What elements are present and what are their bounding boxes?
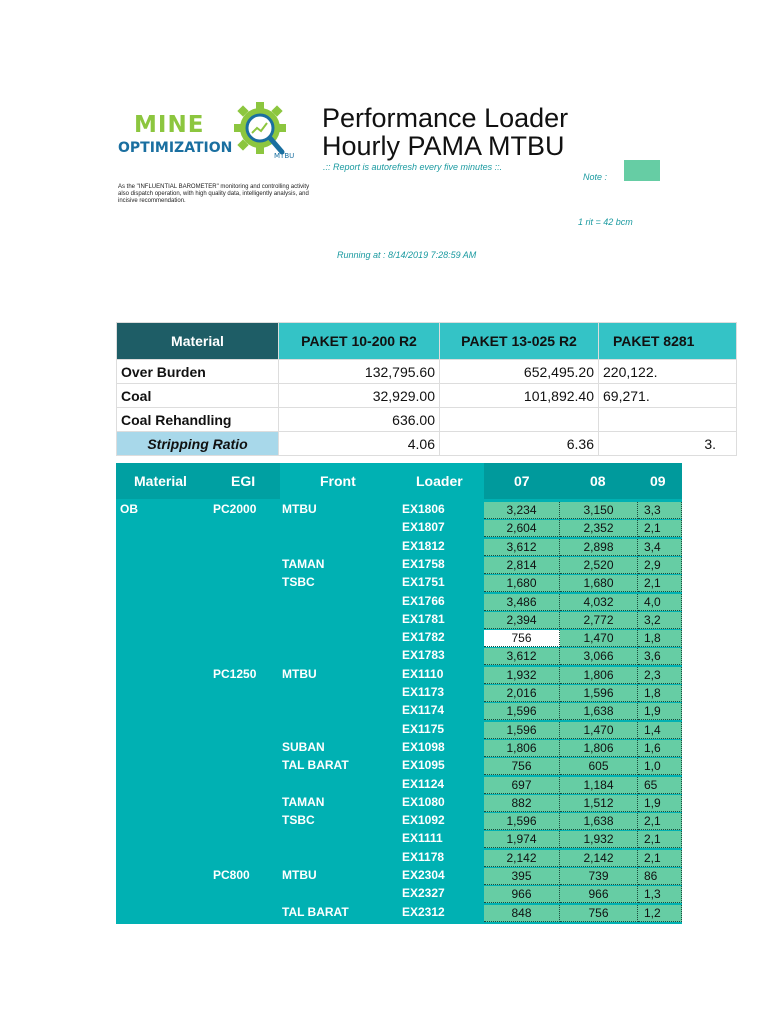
summary-cell: 132,795.60: [279, 360, 440, 384]
table-row: [116, 519, 682, 537]
table-row: [116, 666, 682, 684]
summary-header-row: [117, 323, 737, 360]
row-egi: PC2000: [213, 502, 257, 516]
hour-cell-08: 1,470: [560, 630, 638, 647]
hour-cell-09: 1,6: [638, 740, 682, 757]
running-at: Running at : 8/14/2019 7:28:59 AM: [337, 250, 477, 260]
row-loader: EX1751: [402, 575, 445, 590]
row-loader: EX1174: [402, 703, 445, 718]
table-row: [116, 867, 682, 885]
note-color-swatch: [624, 160, 660, 181]
row-egi: PC800: [213, 868, 250, 882]
summary-header-material: Material: [117, 323, 279, 360]
detail-header-bg-left: [116, 463, 280, 499]
row-material: OB: [120, 502, 138, 516]
hour-cell-09: 1,8: [638, 685, 682, 702]
hour-cell-09: 1,9: [638, 795, 682, 812]
summary-cell: [440, 408, 599, 432]
table-row: [116, 684, 682, 702]
row-front: TAL BARAT: [282, 904, 349, 919]
hour-cell-08: 1,806: [560, 667, 638, 684]
row-front: TSBC: [282, 575, 315, 590]
row-loader: EX1758: [402, 556, 445, 571]
summary-cell: 101,892.40: [440, 384, 599, 408]
hour-cell-08: 4,032: [560, 594, 638, 611]
hour-cell-07: 2,394: [484, 612, 560, 629]
summary-header-paket-2: PAKET 13-025 R2: [440, 323, 599, 360]
hour-cell-09: 86: [638, 868, 682, 885]
table-row: [116, 739, 682, 757]
summary-cell: [599, 408, 737, 432]
hour-cell-07: 1,596: [484, 722, 560, 739]
hour-cell-08: 1,596: [560, 685, 638, 702]
summary-cell: 4.06: [279, 432, 440, 456]
note-label: Note :: [583, 172, 608, 182]
table-row: [116, 556, 682, 574]
table-row: [116, 702, 682, 720]
hour-cell-08: 1,932: [560, 831, 638, 848]
tagline: As the "INFLUENTIAL BAROMETER" monitoring and controlling activity also dispatch operation, with high quality data, intelligently analysis, and incisive recommendation.: [118, 184, 310, 204]
row-front: SUBAN: [282, 739, 325, 754]
row-front: TAMAN: [282, 794, 325, 809]
row-front: MTBU: [282, 666, 317, 681]
row-front: MTBU: [282, 502, 317, 516]
hour-cell-07: 2,604: [484, 520, 560, 537]
refresh-note: .:: Report is autorefresh every five minutes ::.: [323, 162, 503, 172]
hour-cell-08: 2,352: [560, 520, 638, 537]
row-front: MTBU: [282, 868, 317, 882]
row-loader: EX1782: [402, 630, 445, 645]
hour-cell-07: 966: [484, 886, 560, 903]
hour-cell-09: 2,3: [638, 667, 682, 684]
hour-cell-09: 1,9: [638, 703, 682, 720]
table-row: [116, 593, 682, 611]
summary-row-label: Coal: [117, 384, 279, 408]
row-loader: EX1812: [402, 538, 445, 553]
detail-header-hour-08: 08: [590, 473, 606, 489]
detail-header-bg-mid: [280, 463, 484, 499]
summary-row: [117, 360, 737, 384]
row-egi: PC1250: [213, 666, 257, 681]
hour-cell-08: 739: [560, 868, 638, 885]
table-row: [116, 501, 682, 519]
hour-cell-09: 1,3: [638, 886, 682, 903]
hour-cell-09: 3,2: [638, 612, 682, 629]
hour-cell-09: 2,1: [638, 520, 682, 537]
hour-cell-07: 2,142: [484, 850, 560, 867]
hour-cell-09: 1,0: [638, 758, 682, 775]
summary-cell: 636.00: [279, 408, 440, 432]
table-row: [116, 721, 682, 739]
hour-cell-08: 2,772: [560, 612, 638, 629]
hour-cell-08: 1,638: [560, 813, 638, 830]
summary-header-paket-3-text: PAKET 8281: [613, 332, 695, 349]
hour-cell-09: 2,1: [638, 813, 682, 830]
row-loader: EX1098: [402, 739, 445, 754]
row-front: TSBC: [282, 813, 315, 828]
table-row: [116, 757, 682, 775]
row-loader: EX1766: [402, 593, 445, 608]
hour-cell-08: 1,638: [560, 703, 638, 720]
table-row: [116, 830, 682, 848]
hour-cell-09: 2,9: [638, 557, 682, 574]
hour-cell-09: 1,2: [638, 905, 682, 922]
hour-cell-07: 1,596: [484, 813, 560, 830]
summary-row-label-stripping-ratio: Stripping Ratio: [117, 432, 279, 456]
table-row: [116, 647, 682, 665]
summary-cell: 32,929.00: [279, 384, 440, 408]
hour-cell-07: 1,596: [484, 703, 560, 720]
hour-cell-08: 966: [560, 886, 638, 903]
detail-header-material: Material: [134, 473, 187, 489]
row-loader: EX1806: [402, 502, 445, 516]
table-row: [116, 794, 682, 812]
hour-cell-08: 3,150: [560, 502, 638, 519]
hour-cell-07: 848: [484, 905, 560, 922]
hour-cell-08: 2,898: [560, 539, 638, 556]
detail-header-front: Front: [320, 473, 356, 489]
hour-cell-08: 3,066: [560, 648, 638, 665]
hour-cell-08: 1,512: [560, 795, 638, 812]
logo-gear-text: MTBU: [274, 152, 295, 160]
hour-cell-08: 1,470: [560, 722, 638, 739]
summary-cell: 652,495.20: [440, 360, 599, 384]
hour-cell-07: 1,932: [484, 667, 560, 684]
summary-header-paket-3: [599, 323, 737, 360]
hour-cell-07: 756: [484, 630, 560, 647]
hour-cell-09: 3,4: [638, 539, 682, 556]
table-row: [116, 812, 682, 830]
logo-text-optimization: OPTIMIZATION: [118, 140, 233, 156]
hour-cell-08: 605: [560, 758, 638, 775]
row-loader: EX1783: [402, 648, 445, 663]
table-row: [116, 849, 682, 867]
row-loader: EX1095: [402, 758, 445, 773]
hour-cell-07: 882: [484, 795, 560, 812]
row-loader: EX1807: [402, 520, 445, 535]
title-line-1: Performance Loader: [322, 103, 569, 133]
detail-header-hour-09: 09: [650, 473, 666, 489]
row-loader: EX1111: [402, 831, 443, 846]
summary-row-label: Coal Rehandling: [117, 408, 279, 432]
summary-table: [116, 322, 716, 454]
row-loader: EX1175: [402, 721, 445, 736]
row-front: TAL BARAT: [282, 758, 349, 773]
row-loader: EX2312: [402, 904, 445, 919]
hour-cell-07: 395: [484, 868, 560, 885]
hour-cell-08: 1,680: [560, 575, 638, 592]
row-loader: EX1781: [402, 611, 445, 626]
summary-row: [117, 384, 737, 408]
hour-cell-07: 1,680: [484, 575, 560, 592]
hour-cell-08: 2,142: [560, 850, 638, 867]
summary-row: [117, 432, 737, 456]
summary-cell: 69,271.: [599, 384, 737, 408]
row-loader: EX1110: [402, 666, 444, 681]
hour-cell-08: 1,184: [560, 777, 638, 794]
summary-cell: 3.: [599, 432, 737, 456]
detail-header-loader: Loader: [416, 473, 463, 489]
hour-cell-07: 2,814: [484, 557, 560, 574]
hour-cell-08: 2,520: [560, 557, 638, 574]
hour-cell-08: 756: [560, 905, 638, 922]
row-loader: EX1173: [402, 685, 445, 699]
row-loader: EX1080: [402, 794, 445, 809]
hour-cell-07: 1,974: [484, 831, 560, 848]
table-row: [116, 885, 682, 903]
hour-cell-07: 1,806: [484, 740, 560, 757]
table-row: [116, 904, 682, 922]
hour-cell-09: 1,4: [638, 722, 682, 739]
hour-cell-07: 756: [484, 758, 560, 775]
summary-cell: 220,122.: [599, 360, 737, 384]
rit-note: 1 rit = 42 bcm: [578, 217, 633, 227]
hour-cell-08: 1,806: [560, 740, 638, 757]
hour-cell-07: 3,612: [484, 539, 560, 556]
row-loader: EX1124: [402, 776, 445, 791]
detail-header-hour-07: 07: [514, 473, 530, 489]
row-loader: EX2304: [402, 868, 445, 882]
hour-cell-09: 4,0: [638, 594, 682, 611]
summary-row: [117, 408, 737, 432]
table-row: [116, 776, 682, 794]
table-row: [116, 611, 682, 629]
hour-cell-07: 3,486: [484, 594, 560, 611]
logo-text-mine: MINE: [134, 112, 205, 138]
summary-cell: 6.36: [440, 432, 599, 456]
hour-cell-09: 3,6: [638, 648, 682, 665]
mine-optimization-logo: [118, 100, 298, 172]
row-front: TAMAN: [282, 556, 325, 571]
table-row: [116, 629, 682, 647]
hour-cell-09: 3,3: [638, 502, 682, 519]
summary-header-paket-1: PAKET 10-200 R2: [279, 323, 440, 360]
title-line-2: Hourly PAMA MTBU: [322, 131, 565, 161]
detail-header-egi: EGI: [231, 473, 256, 489]
detail-header-bg-hours: [484, 463, 682, 499]
hour-cell-09: 2,1: [638, 850, 682, 867]
row-loader: EX2327: [402, 886, 445, 901]
loader-detail-table: [116, 463, 682, 924]
hour-cell-07: 2,016: [484, 685, 560, 702]
table-row: [116, 538, 682, 556]
row-loader: EX1092: [402, 813, 445, 828]
hour-cell-09: 2,1: [638, 831, 682, 848]
hour-cell-09: 2,1: [638, 575, 682, 592]
gear-magnifier-icon: [230, 100, 296, 160]
summary-row-label: Over Burden: [117, 360, 279, 384]
hour-cell-07: 3,234: [484, 502, 560, 519]
hour-cell-09: 65: [638, 777, 682, 794]
hour-cell-09: 1,8: [638, 630, 682, 647]
row-loader: EX1178: [402, 849, 445, 864]
table-row: [116, 574, 682, 592]
hour-cell-07: 3,612: [484, 648, 560, 665]
page-title: [322, 103, 652, 161]
hour-cell-07: 697: [484, 777, 560, 794]
